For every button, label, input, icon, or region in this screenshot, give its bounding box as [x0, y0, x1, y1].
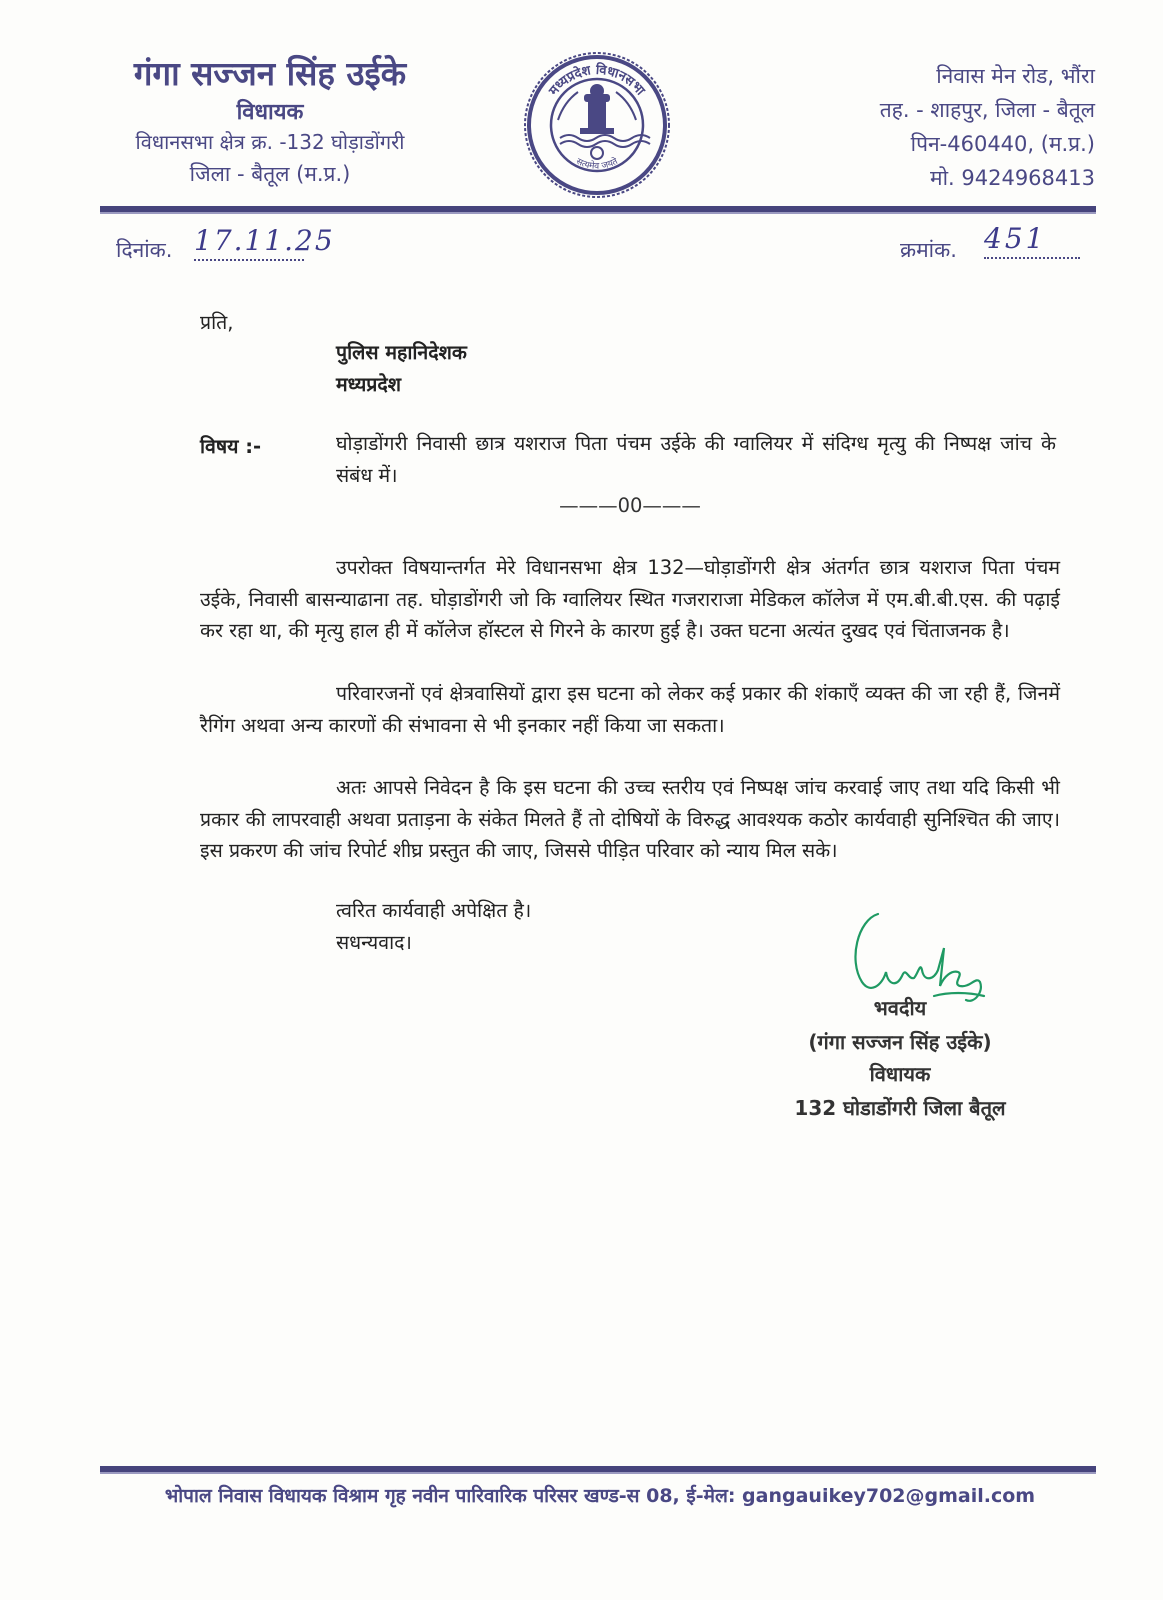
- to-label: प्रति,: [200, 311, 234, 334]
- emblem-top-text: मध्यप्रदेश विधानसभा: [546, 62, 648, 99]
- signatory-name: (गंगा सज्जन सिंह उईके): [808, 1030, 992, 1054]
- signatory-title: विधायक: [869, 1062, 931, 1086]
- subject-text: घोड़ाडोंगरी निवासी छात्र यशराज पिता पंचम उईके की ग्वालियर में संदिग्ध मृत्यु की निष्पक्ष जांच के संबंध में।: [336, 432, 1056, 487]
- address-line-2: तह. - शाहपुर, जिला - बैतूल: [879, 98, 1095, 122]
- body-paragraph-4: त्वरित कार्यवाही अपेक्षित है।: [336, 899, 532, 922]
- recipient-designation: पुलिस महानिदेशक: [336, 341, 467, 364]
- header-divider: [100, 206, 1096, 214]
- date-label: दिनांक.: [116, 238, 173, 262]
- mobile-number: मो. 9424968413: [930, 166, 1095, 190]
- reference-label: क्रमांक.: [900, 238, 957, 262]
- footer-divider: [100, 1466, 1096, 1474]
- address-pin: पिन-460440, (म.प्र.): [910, 132, 1095, 156]
- signature-closing: भवदीय: [873, 996, 927, 1020]
- body-paragraph-3: अतः आपसे निवेदन है कि इस घटना की उच्च स्तरीय एवं निष्पक्ष जांच करवाई जाए तथा यदि किसी भी प्रकार की लापरवाही अथवा प्रताड़ना के संकेत मिलते हैं तो दोषियों के विरुद्ध आवश्यक कठोर कार्यवाही सुनिश्चित की जाए। इस प्रकरण की जांच रिपोर्ट शीघ्र प्रस्तुत की जाए, जिससे पीड़ित परिवार को न्याय मिल सके।: [200, 776, 1060, 862]
- body-paragraph-1: उपरोक्त विषयान्तर्गत मेरे विधानसभा क्षेत्र 132—घोड़ाडोंगरी क्षेत्र अंतर्गत छात्र यशराज पिता पंचम उईके, निवासी बासन्याढाना तह. घोड़ाडोंगरी जो कि ग्वालियर स्थित गजराराजा मेडिकल कॉलेज में एम.बी.बी.एस. की पढ़ाई कर रहा था, की मृत्यु हाल ही में कॉलेज हॉस्टल से गिरने के कारण हुई है। उक्त घटना अत्यंत दुखद एवं चिंताजनक है।: [200, 556, 1060, 642]
- footer-address: भोपाल निवास विधायक विश्राम गृह नवीन पारिवारिक परिसर खण्ड-स 08, ई-मेल: gangauikey702@gmail.com: [164, 1485, 1036, 1507]
- emblem-bottom-text: सत्यमेव जयते: [574, 156, 620, 172]
- vidhan-sabha-emblem: [522, 50, 672, 200]
- recipient-state: मध्यप्रदेश: [336, 373, 402, 396]
- subject-label: विषय :-: [200, 435, 262, 458]
- district: जिला - बैतूल (म.प्र.): [189, 162, 351, 186]
- mla-name: गंगा सज्जन सिंह उईके: [133, 54, 407, 93]
- mla-title: विधायक: [236, 100, 304, 125]
- constituency: विधानसभा क्षेत्र क्र. -132 घोड़ाडोंगरी: [135, 130, 405, 154]
- reference-number: 451: [984, 222, 1080, 259]
- closing-thanks: सधन्यवाद।: [336, 931, 412, 954]
- signatory-constituency: 132 घोडाडोंगरी जिला बैतूल: [794, 1096, 1006, 1120]
- body-paragraph-2: परिवारजनों एवं क्षेत्रवासियों द्वारा इस घटना को लेकर कई प्रकार की शंकाएँ व्यक्त की जा रही हैं, जिनमें रैगिंग अथवा अन्य कारणों की संभावना से भी इनकार नहीं किया जा सकता।: [200, 682, 1060, 737]
- address-line-1: निवास मेन रोड, भौंरा: [936, 64, 1095, 88]
- date-value: 17.11.25: [194, 224, 304, 261]
- separator: ———00———: [559, 494, 701, 517]
